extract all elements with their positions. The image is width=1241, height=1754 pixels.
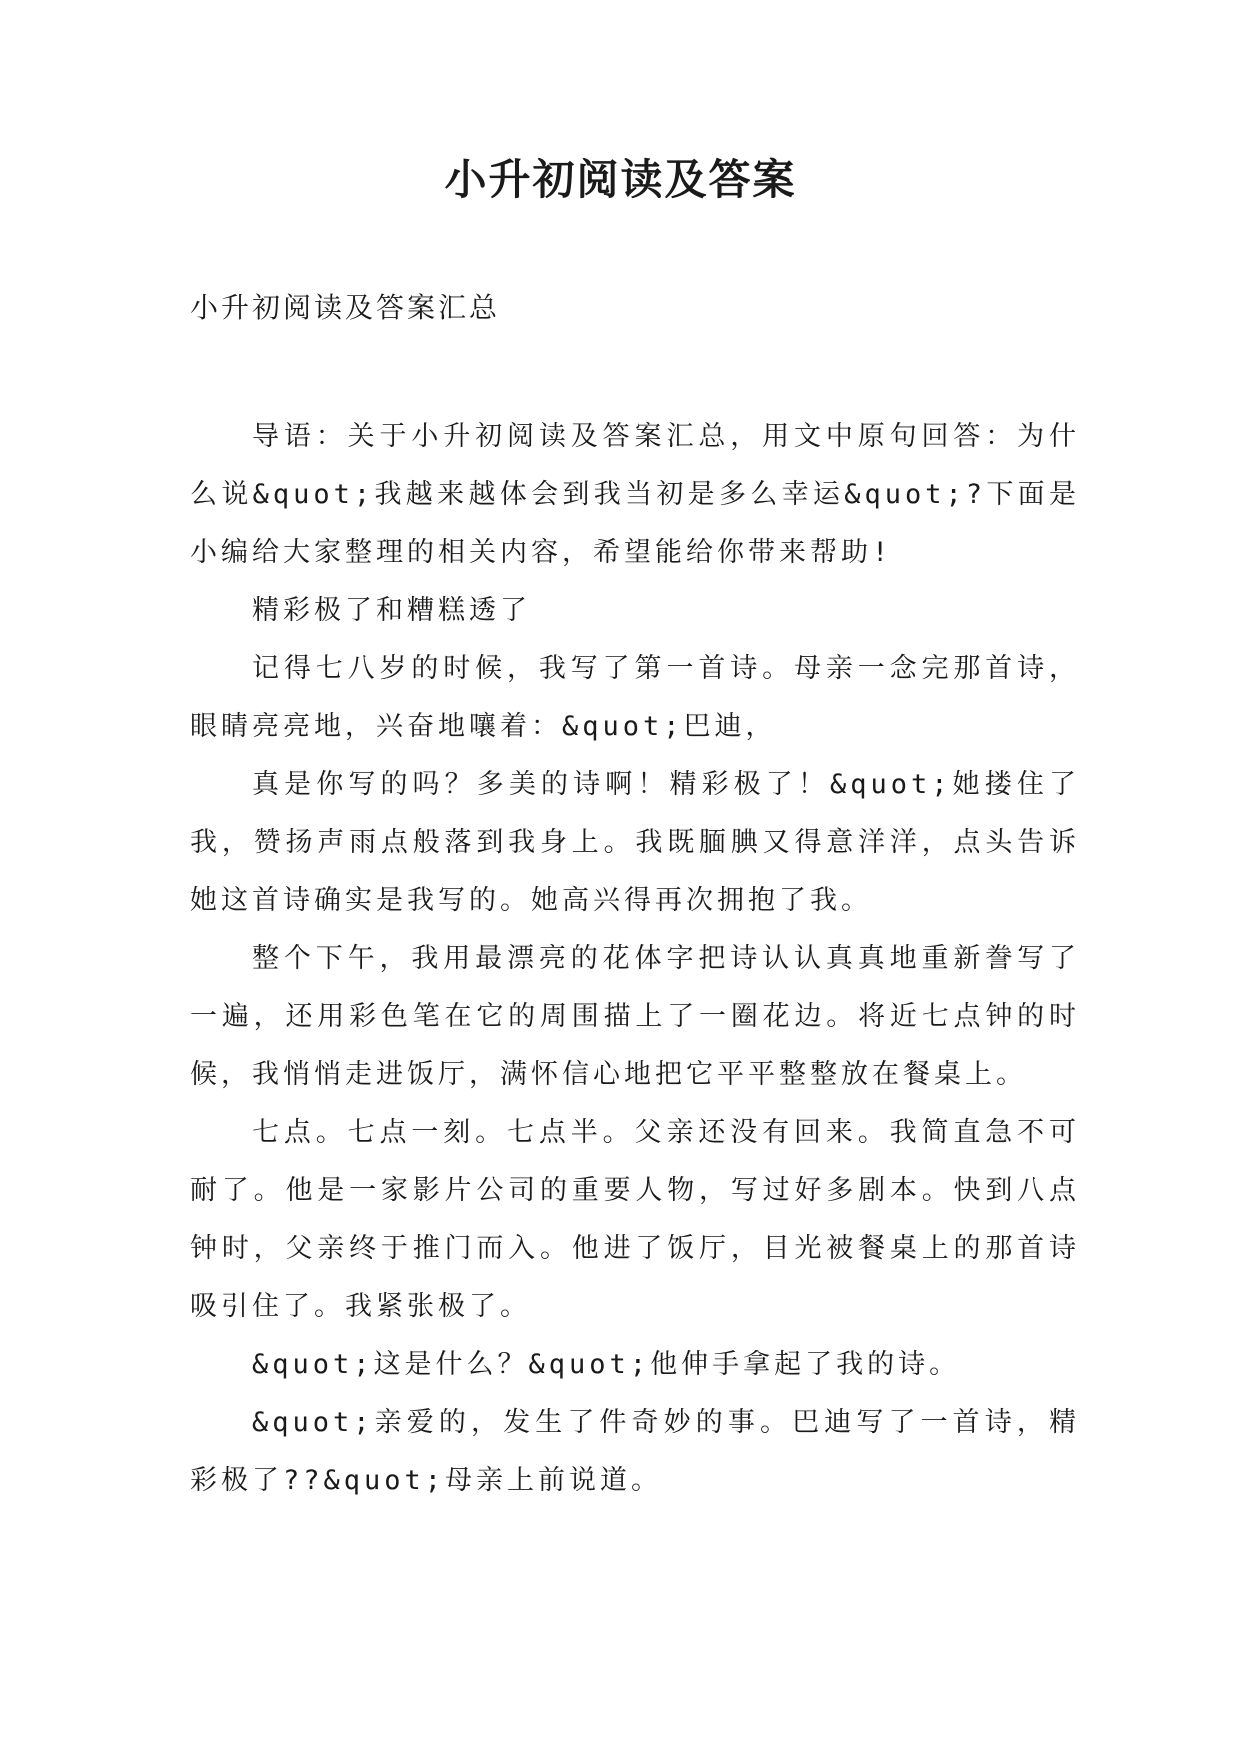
paragraph: 整个下午，我用最漂亮的花体字把诗认认真真地重新誊写了一遍，还用彩色笔在它的周围描上了一圈花边。将近七点钟的时候，我悄悄走进饭厅，满怀信心地把它平平整整放在餐桌上。 xyxy=(190,943,1080,1090)
paragraph: &quot;亲爱的，发生了件奇妙的事。巴迪写了一首诗，精彩极了??&quot;母亲上前说道。 xyxy=(190,1407,1080,1496)
paragraph: 记得七八岁的时候，我写了第一首诗。母亲一念完那首诗，眼睛亮亮地，兴奋地嚷着：&quot;巴迪， xyxy=(190,653,1080,742)
paragraph: 七点。七点一刻。七点半。父亲还没有回来。我简直急不可耐了。他是一家影片公司的重要人物，写过好多剧本。快到八点钟时，父亲终于推门而入。他进了饭厅，目光被餐桌上的那首诗吸引住了。我紧张极了。 xyxy=(190,1117,1080,1322)
paragraph: 真是你写的吗？多美的诗啊！精彩极了！&quot;她搂住了我，赞扬声雨点般落到我身上。我既腼腆又得意洋洋，点头告诉她这首诗确实是我写的。她高兴得再次拥抱了我。 xyxy=(190,769,1080,916)
document-title: 小升初阅读及答案 xyxy=(444,155,797,204)
paragraph-intro: 导语：关于小升初阅读及答案汇总，用文中原句回答：为什么说&quot;我越来越体会到我当初是多么幸运&quot;?下面是小编给大家整理的相关内容，希望能给你带来帮助! xyxy=(190,421,1080,568)
paragraph-section-heading: 精彩极了和糟糕透了 xyxy=(252,595,531,626)
paragraph: &quot;这是什么？&quot;他伸手拿起了我的诗。 xyxy=(252,1349,961,1380)
document-subtitle: 小升初阅读及答案汇总 xyxy=(190,291,501,324)
document-body xyxy=(190,408,1080,1510)
